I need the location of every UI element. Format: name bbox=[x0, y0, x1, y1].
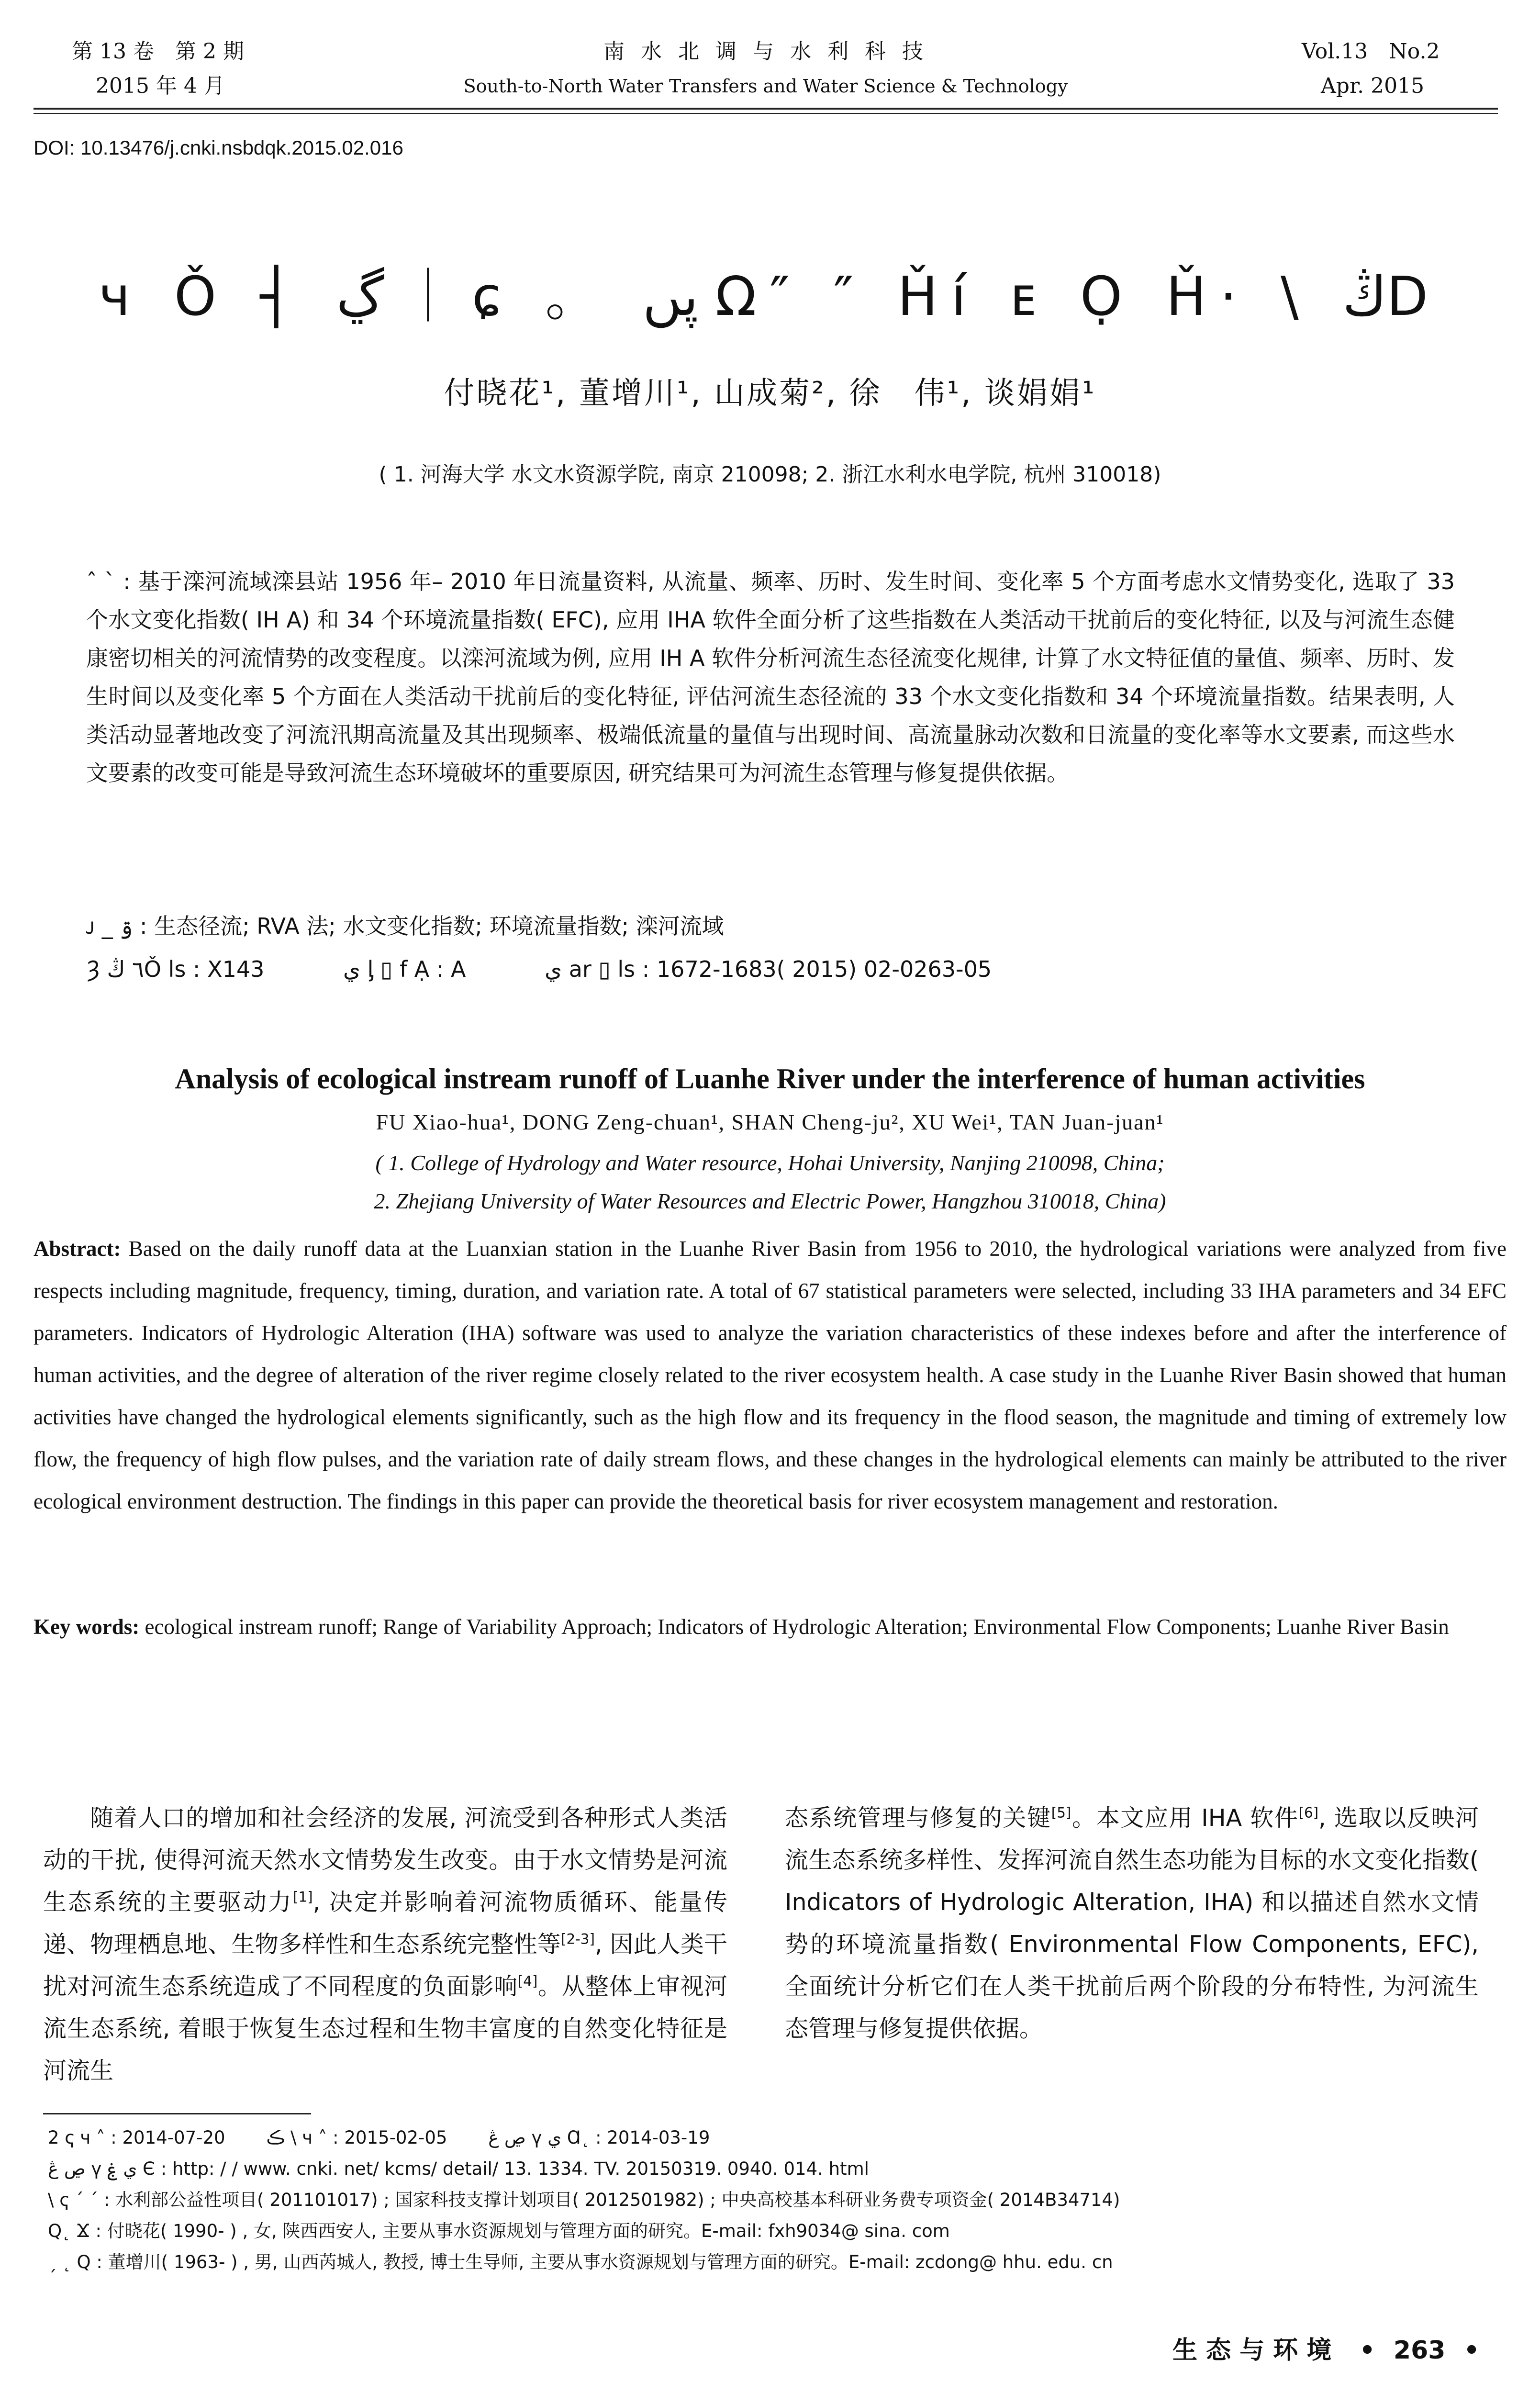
classification-line bbox=[86, 950, 1455, 988]
footer-bullet: • bbox=[1359, 2336, 1375, 2365]
affiliations-cn: ( 1. 河海大学 水文水资源学院, 南京 210098; 2. 浙江水利水电学院, 杭州 310018) bbox=[379, 462, 1161, 487]
abstract-en-text: Based on the daily runoff data at the Luanxian station in the Luanhe River Basin from 1956 to 2010, the hydrological variations were analyzed from five respects including magnitude, frequency, timing, duration, and variation rate. A total of 67 statistical parameters were selected, including 33 IHA parameters and 34 EFC parameters. Indicators of Hydrologic Alteration (IHA) software was used to analyze the variation characteristics of these indexes before and after the interference of human activities, and the degree of alteration of the river regime closely related to the river ecosystem health. A case study in the Luanhe River Basin showed that human activities have changed the hydrological elements significantly, such as the high flow and its frequency in the flood season, the magnitude and timing of extremely low flow, the frequency of high flow pulses, and the variation rate of daily stream flows, and these changes in the hydrological elements can mainly be attributed to the river ecological environment destruction. The findings in this paper can provide the theoretical basis for river ecosystem management and restoration. bbox=[33, 1237, 1507, 1513]
footer-bullet-2: • bbox=[1463, 2336, 1480, 2365]
footnote-rule bbox=[43, 2113, 311, 2114]
affiliation-en-2: 2. Zhejiang University of Water Resources and Electric Power, Hangzhou 310018, China) bbox=[374, 1189, 1166, 1213]
volume-issue-en: Vol.13 No.2 bbox=[1302, 39, 1440, 64]
section-name: 生 态 与 环 境 bbox=[1172, 2336, 1332, 2365]
abstract-cn-text: 基于滦河流域滦县站 1956 年– 2010 年日流量资料, 从流量、频率、历时、发生时间、变化率 5 个方面考虑水文情势变化, 选取了 33 个水文变化指数( IH A) 和 34 个环境流量指数( EFC), 应用 IHA 软件全面分析了这些指数在人类活动干扰前后的变化特征, 以及与河流生态健康密切相关的河流情势的改变程度。以滦河流域为例, 应用 IH A 软件分析河流生态径流变化规律, 计算了水文特征值的量值、频率、历时、发生时间以及变化率 5 个方面在人类活动干扰前后的变化特征, 评估河流生态径流的 33 个水文变化指数和 34 个环境流量指数。结果表明, 人类活动显著地改变了河流汛期高流量及其出现频率、极端低流量的量值与出现时间、高流量脉动次数和日流量的变化率等水文要素, 而这些水文要素的改变可能是导致河流生态环境破坏的重要原因, 研究结果可为河流生态管理与修复提供依据。 bbox=[86, 569, 1455, 786]
keywords-cn bbox=[86, 907, 1455, 945]
article-title-cn: ч Ǒ ┤ ڲ ｜ ɕ 。 پں Ω″ ″ Ȟí ᴇ Ọ Ȟ· \ ڭD bbox=[99, 266, 1441, 328]
clc-label: Ȝ ٦ ڭǑ ls : bbox=[86, 956, 201, 982]
footnote-funding: \ ҁ ˊ ˊ : 水利部公益性项目( 201101017) ; 国家科技支撑计划项目( 2012501982) ; 中央高校基本科研业务费专项资金( 2014B34714) bbox=[48, 2190, 1120, 2210]
authors-cn: 付晓花¹, 董增川¹, 山成菊², 徐 伟¹, 谈娟娟¹ bbox=[444, 376, 1096, 411]
keywords-en bbox=[33, 1606, 1507, 1648]
header-rule-thin bbox=[33, 113, 1498, 114]
journal-name-cn: 南 水 北 调 与 水 利 科 技 bbox=[603, 39, 928, 64]
article-id-value: 1672-1683( 2015) 02-0263-05 bbox=[656, 956, 992, 982]
article-title-en: Analysis of ecological instream runoff of Luanhe River under the interference of human activities bbox=[175, 1063, 1365, 1095]
body-column-right: 态系统管理与修复的关键[5]。本文应用 IHA 软件[6], 选取以反映河流生态系统多样性、发挥河流自然生态功能为目标的水文变化指数( Indicators of Hydrologic Alteration, IHA) 和以描述自然水文情势的环境流量指数( Environmental Flow Components, EFC), 全面统计分析它们在人类干扰前后两个阶段的分布特性, 为河流生态管理与修复提供依据。 bbox=[785, 1804, 1479, 2042]
page-number: 263 bbox=[1393, 2336, 1446, 2365]
footnote-online-url: ڝ ڠ ү ي ۼ Є : http: / / www. cnki. net/ kcms/ detail/ 13. 1334. TV. 20150319. 0940. 014. html bbox=[48, 2158, 869, 2179]
volume-issue-cn: 第 13 卷 第 2 期 bbox=[72, 39, 244, 64]
abstract-en bbox=[33, 1228, 1507, 1522]
doi: DOI: 10.13476/j.cnki.nsbdqk.2015.02.016 bbox=[33, 136, 403, 159]
citation-ref: [6] bbox=[1298, 1804, 1319, 1821]
abstract-en-label: Abstract: bbox=[33, 1237, 121, 1261]
date-en: Apr. 2015 bbox=[1321, 74, 1425, 98]
header-rule bbox=[33, 108, 1498, 110]
journal-name-en: South-to-North Water Transfers and Water Science & Technology bbox=[463, 76, 1068, 97]
doc-code-label: ي ᶅ ▯ f Ạ : bbox=[343, 956, 444, 982]
abstract-cn-label: ˆ ˋ : bbox=[86, 569, 131, 594]
keywords-en-text: ecological instream runoff; Range of Variability Approach; Indicators of Hydrologic Alteration; Environmental Flow Components; Luanhe River Basin bbox=[145, 1615, 1449, 1639]
page-footer bbox=[1172, 2330, 1480, 2366]
abstract-cn bbox=[86, 562, 1455, 792]
keywords-cn-label: ᴊ _ ۊ : bbox=[86, 913, 147, 939]
footnote-corresponding-author: ˏ ˛ Q : 董增川( 1963- ) , 男, 山西芮城人, 教授, 博士生导师, 主要从事水资源规划与管理方面的研究。E-mail: zcdong@ hhu. edu. cn bbox=[48, 2252, 1113, 2272]
footnote-first-author: Q˛ Ϫ : 付晓花( 1990- ) , 女, 陕西西安人, 主要从事水资源规划与管理方面的研究。E-mail: fxh9034@ sina. com bbox=[48, 2221, 950, 2241]
authors-en: FU Xiao-hua¹, DONG Zeng-chuan¹, SHAN Cheng-ju², XU Wei¹, TAN Juan-juan¹ bbox=[376, 1110, 1164, 1134]
footnote-dates: 2 ҁ ч ˄ : 2014-07-20 ڪ \ ч ˄ : 2015-02-05 ڝ ڠ ү ي Ɑ˛ : 2014-03-19 bbox=[48, 2127, 710, 2148]
body-column-left: 随着人口的增加和社会经济的发展, 河流受到各种形式人类活动的干扰, 使得河流天然水文情势发生改变。由于水文情势是河流生态系统的主要驱动力[1], 决定并影响着河流物质循环、能量传递、物理栖息地、生物多样性和生态系统完整性等[2-3], 因此人类干扰对河流生态系统造成了不同程度的负面影响[4]。从整体上审视河流生态系统, 着眼于恢复生态过程和生物丰富度的自然变化特征是河流生 bbox=[43, 1804, 727, 2084]
article-id-label: ي ar ▯ ls : bbox=[545, 956, 650, 982]
citation-ref: [1] bbox=[293, 1889, 313, 1905]
keywords-cn-text: 生态径流; RVA 法; 水文变化指数; 环境流量指数; 滦河流域 bbox=[154, 913, 724, 939]
date-cn: 2015 年 4 月 bbox=[96, 74, 225, 98]
citation-ref: [4] bbox=[517, 1973, 538, 1990]
clc-value: X143 bbox=[207, 956, 265, 982]
doc-code-value: A bbox=[451, 956, 466, 982]
citation-ref: [2-3] bbox=[561, 1931, 595, 1947]
keywords-en-label: Key words: bbox=[33, 1615, 140, 1639]
affiliation-en-1: ( 1. College of Hydrology and Water resource, Hohai University, Nanjing 210098, China; bbox=[375, 1151, 1165, 1175]
citation-ref: [5] bbox=[1051, 1804, 1071, 1821]
